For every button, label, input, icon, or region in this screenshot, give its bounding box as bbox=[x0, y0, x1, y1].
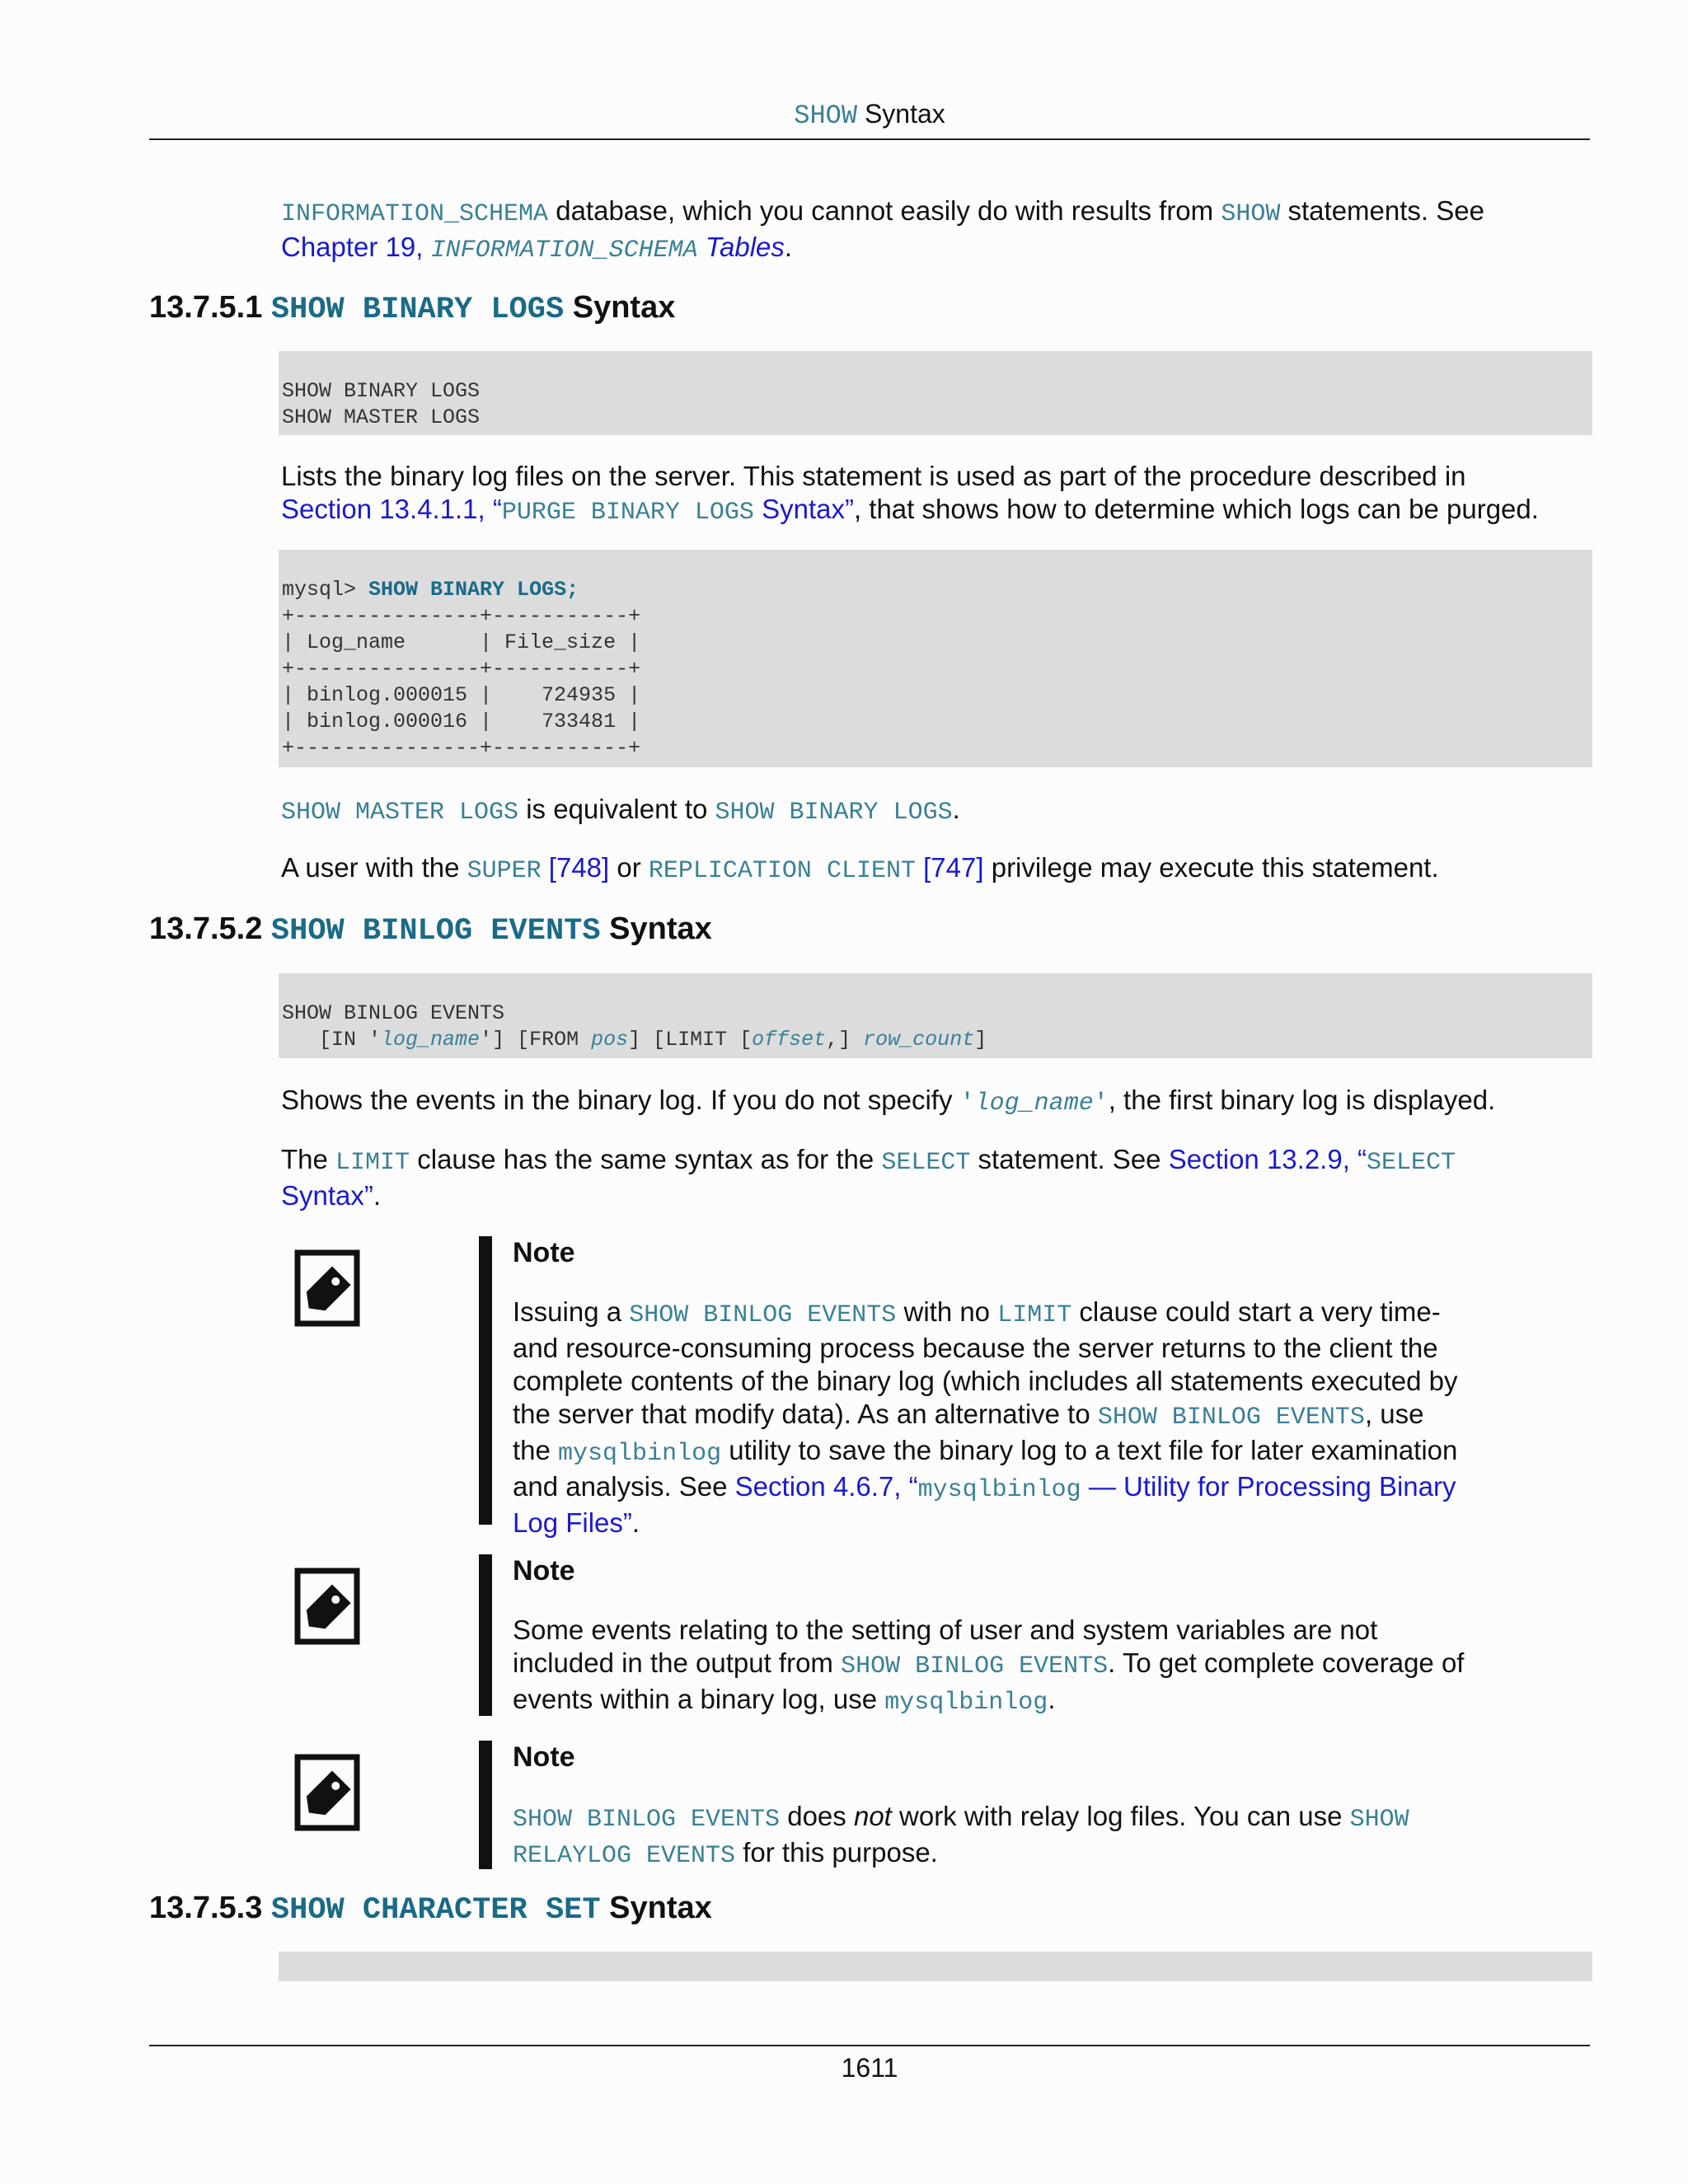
page-number: 1611 bbox=[841, 2053, 898, 2083]
note-bar bbox=[479, 1236, 492, 1525]
syntax-code: SHOW BINARY LOGS SHOW MASTER LOGS bbox=[282, 379, 481, 429]
intro-paragraph bbox=[281, 194, 1592, 267]
charset-code-block bbox=[279, 1952, 1592, 1981]
note-title: Note bbox=[513, 1237, 575, 1268]
literal: INFORMATION_SCHEMA bbox=[281, 200, 549, 228]
note-icon bbox=[294, 1566, 367, 1648]
text: statements. See bbox=[1280, 195, 1484, 226]
text: . bbox=[784, 232, 793, 262]
note-body: Some events relating to the setting of user and system variables are not included in the output from SHOW BINLOG EVENTS. To get complete coverage of events within a binary log, use mysqlbinlog. bbox=[513, 1615, 1465, 1717]
note-title: Note bbox=[513, 1555, 575, 1586]
chapter-19-link[interactable]: Chapter 19, INFORMATION_SCHEMA Tables bbox=[281, 232, 785, 265]
example-code-block bbox=[279, 550, 1592, 767]
note-bar bbox=[479, 1741, 492, 1869]
note-title: Note bbox=[513, 1741, 575, 1773]
limit-clause-paragraph: The LIMIT clause has the same syntax as for the SELECT statement. See Section 13.2.9, “SELECT Syntax”. bbox=[281, 1144, 1456, 1211]
binlog-syntax-code: SHOW BINLOG EVENTS [IN 'log_name'] [FROM pos] [LIMIT [offset,] row_count] bbox=[282, 1001, 987, 1052]
literal: SHOW bbox=[1221, 200, 1281, 228]
note-block-1 bbox=[281, 1236, 1600, 1538]
equivalence-note: SHOW MASTER LOGS is equivalent to SHOW BINARY LOGS. bbox=[281, 794, 960, 827]
purge-binary-logs-link[interactable]: Section 13.4.1.1, “PURGE BINARY LOGS Syntax” bbox=[281, 494, 854, 527]
section-heading-13-7-5-1: 13.7.5.1 SHOW BINARY LOGS Syntax bbox=[149, 290, 676, 327]
running-header bbox=[149, 92, 1590, 140]
note-icon bbox=[294, 1752, 367, 1835]
replication-client-ref[interactable]: [747] bbox=[915, 852, 984, 883]
select-syntax-link[interactable]: Section 13.2.9, “SELECT Syntax” bbox=[281, 1144, 1456, 1211]
binlog-syntax-code-block bbox=[279, 973, 1592, 1058]
note-icon bbox=[294, 1248, 367, 1330]
note-body: Issuing a SHOW BINLOG EVENTS with no LIMIT clause could start a very time- and resource-consuming process because the server returns to the client the complete contents of the binary log (which includes all statements executed by the server that modify data). As an alternative to SHOW BINLOG EVENTS, use the mysqlbinlog utility to save the binary log to a text file for later examination and analysis. See Section 4.6.7, “mysqlbinlog — Utility for Processing Binary Log Files”. bbox=[513, 1296, 1458, 1538]
note-bar bbox=[479, 1554, 492, 1716]
note-block-3 bbox=[281, 1741, 1600, 1869]
super-privilege-ref[interactable]: [748] bbox=[541, 852, 610, 883]
note-block-2 bbox=[281, 1554, 1600, 1716]
mysqlbinlog-utility-link[interactable]: Section 4.6.7, “mysqlbinlog — Utility for Processing Binary Log Files” bbox=[513, 1471, 1456, 1538]
syntax-code-block bbox=[279, 351, 1592, 435]
note-body: SHOW BINLOG EVENTS does not work with relay log files. You can use SHOW RELAYLOG EVENTS for this purpose. bbox=[513, 1801, 1409, 1870]
example-code: mysql> SHOW BINARY LOGS; +---------------+-----------+ | Log_name | File_size | +---------------+-----------+ | binlog.000015 | 724935 | | binlog.000016 | 733481 | +---------------+-----------+ bbox=[282, 578, 641, 760]
text: database, which you cannot easily do with results from bbox=[548, 195, 1221, 226]
section-heading-13-7-5-2: 13.7.5.2 SHOW BINLOG EVENTS Syntax bbox=[149, 912, 712, 949]
privilege-note: A user with the SUPER [748] or REPLICATION CLIENT [747] privilege may execute this statement. bbox=[281, 852, 1439, 885]
header-literal: SHOW bbox=[794, 101, 858, 131]
binlog-description: Shows the events in the binary log. If you do not specify 'log_name', the first binary log is displayed. bbox=[281, 1085, 1496, 1118]
sec1-description: Lists the binary log files on the server. This statement is used as part of the procedure described in Section 13.4.1.1, “PURGE BINARY LOGS Syntax”, that shows how to determine which logs can be purged. bbox=[281, 461, 1539, 527]
page-footer bbox=[149, 2045, 1590, 2083]
header-text: Syntax bbox=[864, 99, 945, 129]
section-heading-13-7-5-3: 13.7.5.3 SHOW CHARACTER SET Syntax bbox=[149, 1891, 712, 1928]
